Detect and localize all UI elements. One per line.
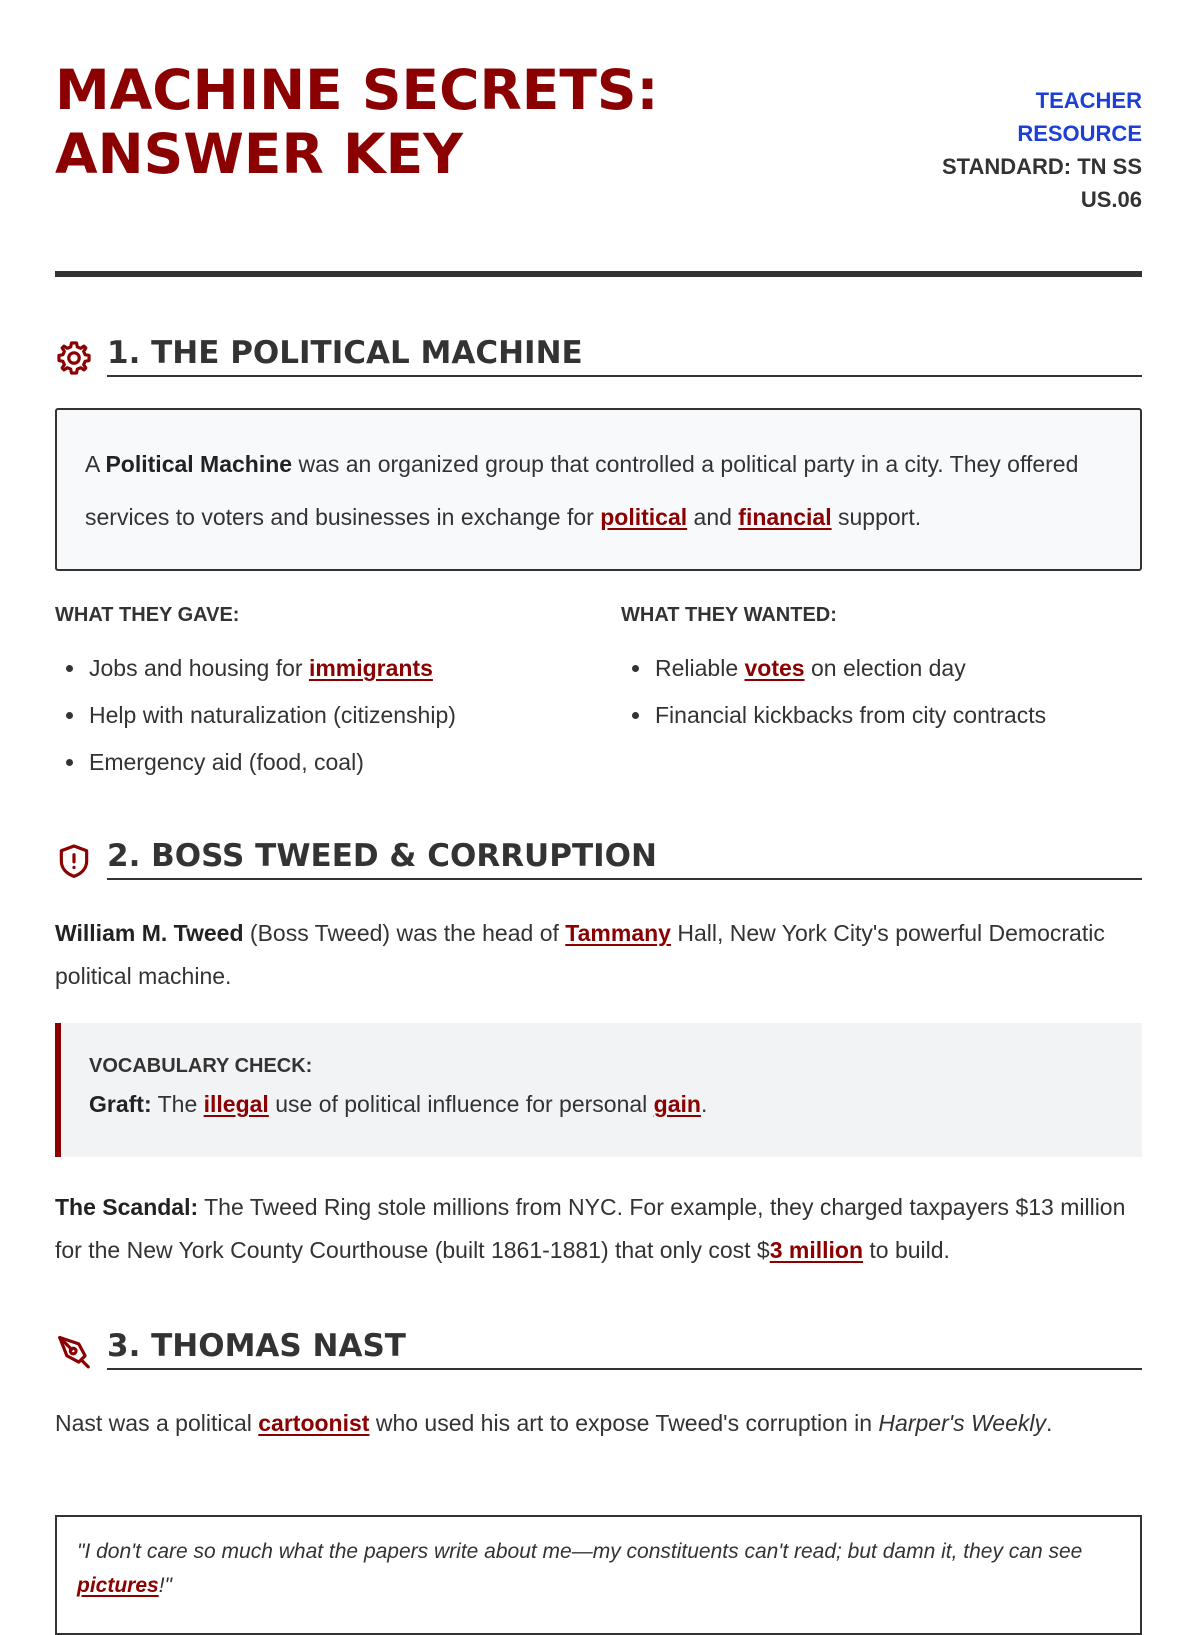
vocabulary-text-mid: use of political influence for personal [268, 1091, 654, 1117]
nast-text-mid: who used his art to expose Tweed's corruption in [369, 1410, 879, 1436]
definition-text-end: support. [831, 504, 922, 530]
definition-text-mid: was an organized group that controlled a political party in a city. They offered services to voters and businesses in exchange for [85, 451, 1079, 530]
section-1-header [55, 333, 1142, 381]
answer-political: political [600, 504, 688, 530]
scandal-text-end: to build. [863, 1237, 950, 1263]
section-2-title: 2. BOSS TWEED & CORRUPTION [107, 836, 1142, 880]
definition-text-and: and [687, 504, 739, 530]
tweed-name: William M. Tweed [55, 920, 244, 946]
list-item [653, 645, 1173, 692]
section-2-header [55, 836, 1142, 884]
pen-nib-icon [55, 1332, 93, 1370]
gear-icon [55, 339, 93, 377]
section-3-header [55, 1326, 1142, 1374]
definition-text-a: A [85, 451, 106, 477]
gave-list [55, 645, 607, 786]
nast-text-pre: Nast was a political [55, 1410, 259, 1436]
scandal-text: The Tweed Ring stole millions from NYC. For example, they charged taxpayers $13 million for the New York County Courthouse (built 1861-1881) that only cost $ [55, 1194, 1126, 1263]
list-item: • Financial kickbacks from city contracts [653, 692, 1173, 739]
list-item-text: Reliable [655, 655, 745, 681]
section-1-title: 1. THE POLITICAL MACHINE [107, 333, 1142, 377]
wanted-heading: WHAT THEY WANTED: [621, 604, 837, 626]
standard-label: STANDARD: TN SS [941, 154, 1142, 179]
quote-text-end: !" [158, 1574, 172, 1597]
shield-alert-icon [55, 842, 93, 880]
answer-3-million: 3 million [769, 1237, 863, 1263]
answer-illegal: illegal [203, 1091, 269, 1117]
vocabulary-check-box [55, 1023, 1142, 1157]
vocabulary-heading: VOCABULARY CHECK: [89, 1055, 313, 1077]
gave-heading: WHAT THEY GAVE: [55, 604, 240, 626]
nast-paragraph [55, 1402, 1142, 1445]
answer-financial: financial [738, 504, 832, 530]
list-item [87, 645, 607, 692]
answer-tammany: Tammany [565, 920, 671, 946]
page-title [55, 58, 659, 186]
answer-votes: votes [744, 655, 805, 681]
wanted-list [621, 645, 1173, 739]
nast-text-end: . [1046, 1410, 1053, 1436]
answer-pictures: pictures [77, 1574, 159, 1597]
teacher-label: TEACHER [1035, 88, 1142, 113]
list-item: • Emergency aid (food, coal) [87, 739, 607, 786]
tweed-paragraph [55, 912, 1142, 998]
answer-gain: gain [653, 1091, 701, 1117]
title-line-2: ANSWER KEY [55, 122, 463, 186]
resource-label: RESOURCE [1017, 121, 1142, 146]
tweed-text-mid: (Boss Tweed) was the head of [243, 920, 566, 946]
vocabulary-text-pre: The [151, 1091, 204, 1117]
quote-text: "I don't care so much what the papers write about me—my constituents can't read; but damn it, they can see [77, 1540, 1083, 1563]
standard-code: US.06 [1080, 187, 1142, 212]
answer-cartoonist: cartoonist [258, 1410, 370, 1436]
definition-term: Political Machine [105, 451, 293, 477]
title-line-1: MACHINE SECRETS: [55, 58, 659, 122]
vocabulary-definition [89, 1081, 1142, 1127]
list-item-text: Jobs and housing for [89, 655, 309, 681]
definition-box [55, 408, 1142, 571]
list-item: • Help with naturalization (citizenship) [87, 692, 607, 739]
resource-meta [942, 84, 1142, 216]
tweed-text-end: Hall, New York City's powerful Democratic political machine. [55, 920, 1105, 989]
scandal-paragraph [55, 1186, 1142, 1272]
tweed-quote-box [55, 1515, 1142, 1635]
vocabulary-text-end: . [700, 1091, 708, 1117]
header-divider [55, 271, 1142, 277]
publication-title: Harper's Weekly [878, 1410, 1046, 1436]
answer-immigrants: immigrants [308, 655, 433, 681]
scandal-label: The Scandal: [55, 1194, 199, 1220]
section-3-title: 3. THOMAS NAST [107, 1326, 1142, 1370]
list-item-text: on election day [804, 655, 966, 681]
vocabulary-term: Graft: [89, 1091, 152, 1117]
